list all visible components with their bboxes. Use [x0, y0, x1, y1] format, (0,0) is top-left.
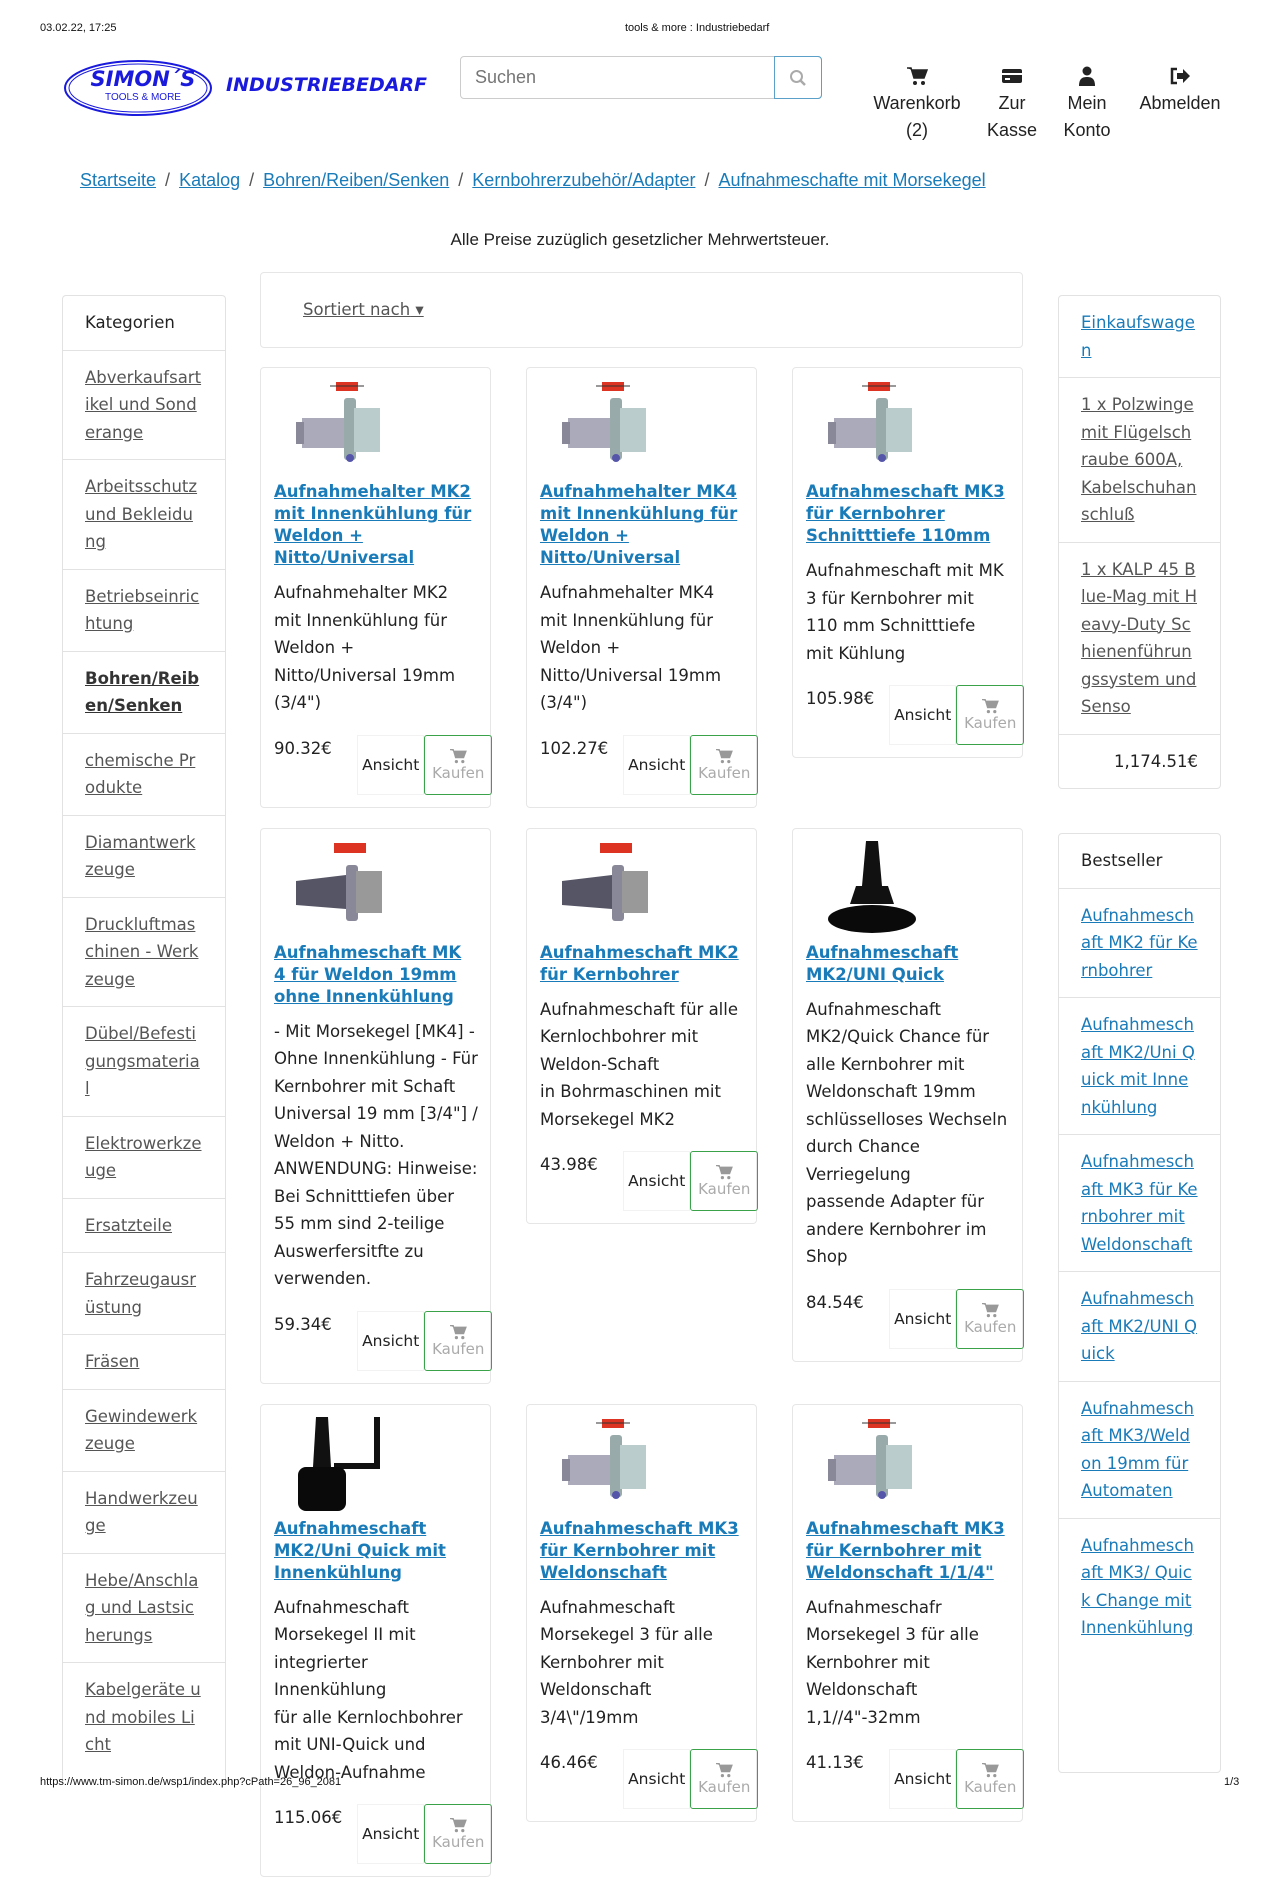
- category-item: [63, 1390, 225, 1472]
- print-url: https://www.tm-simon.de/wsp1/index.php?cPath=26_96_2081: [40, 1776, 341, 1788]
- product-description: Aufnahmeschaft Morsekegel 3 für alle Kernbohrer mit Weldonschaft 3/4\"/19mm: [540, 1594, 744, 1732]
- nav-cart[interactable]: Warenkorb (2): [870, 66, 964, 144]
- category-item: [63, 734, 225, 816]
- category-link[interactable]: Elektrowerkzeuge: [85, 1134, 202, 1181]
- product-price: 102.27€: [540, 735, 623, 758]
- buy-label: Kaufen: [432, 1833, 484, 1851]
- cart-icon: [449, 748, 467, 764]
- sort-bar: [260, 272, 1023, 348]
- product-description: Aufnahmeschaft Morsekegel II mit integrierter Innenkühlung für alle Kernlochbohrer mit UNI-Quick und Weldon-Aufnahme: [274, 1594, 478, 1787]
- vat-notice: Alle Preise zuzüglich gesetzlicher Mehrwertsteuer.: [0, 230, 1280, 250]
- cart-icon: [715, 1762, 733, 1778]
- bestseller-link[interactable]: Aufnahmeschaft MK3 für Kernbohrer mit Weldonschaft: [1081, 1152, 1198, 1254]
- product-actions: [274, 1311, 492, 1371]
- product-actions: [540, 1151, 758, 1211]
- view-button[interactable]: Ansicht: [357, 1804, 425, 1864]
- view-button[interactable]: Ansicht: [623, 735, 691, 795]
- buy-button[interactable]: [690, 735, 758, 795]
- category-item: [63, 816, 225, 898]
- product-price: 90.32€: [274, 735, 357, 758]
- product-image[interactable]: [826, 380, 1010, 475]
- cart-item: [1059, 543, 1220, 735]
- nav-account[interactable]: Mein Konto: [1060, 66, 1114, 144]
- bestseller-item: [1059, 998, 1220, 1135]
- category-link[interactable]: Arbeitsschutz und Bekleidung: [85, 477, 197, 551]
- product-description: Aufnahmeschaft MK2/Quick Chance für alle Kernbohrer mit Weldonschaft 19mm schlüsselloses Wechseln durch Chance Verriegelung passende Adapter für andere Kernbohrer im Shop: [806, 996, 1010, 1271]
- category-item: [63, 652, 225, 734]
- product-price: 43.98€: [540, 1151, 623, 1174]
- bestseller-link[interactable]: Aufnahmeschaft MK2 für Kernbohrer: [1081, 906, 1198, 980]
- product-image[interactable]: [294, 1417, 478, 1512]
- buy-button[interactable]: [424, 1311, 492, 1371]
- category-item: [63, 460, 225, 570]
- product-card: [526, 828, 757, 1225]
- print-title: tools & more : Industriebedarf: [625, 22, 769, 34]
- product-actions: [540, 735, 758, 795]
- category-link[interactable]: Hebe/Anschlag und Lastsicherungs: [85, 1571, 198, 1645]
- cart-icon: [981, 698, 999, 714]
- product-title-link[interactable]: Aufnahmeschaft MK3 für Kernbohrer mit Weldonschaft: [540, 1518, 744, 1584]
- product-image[interactable]: [826, 1417, 1010, 1512]
- cart-icon: [715, 1164, 733, 1180]
- categories-title: Kategorien: [63, 296, 225, 351]
- cart-icon: [981, 1302, 999, 1318]
- category-link[interactable]: Druckluftmaschinen - Werkzeuge: [85, 915, 198, 989]
- category-item: [63, 1117, 225, 1199]
- breadcrumb-link[interactable]: Katalog: [179, 170, 240, 190]
- category-item: [63, 1472, 225, 1554]
- category-link[interactable]: Abverkaufsartikel und Sonderange: [85, 368, 201, 442]
- product-image[interactable]: [560, 1417, 744, 1512]
- buy-button[interactable]: [690, 1151, 758, 1211]
- breadcrumb-link[interactable]: Bohren/Reiben/Senken: [263, 170, 449, 190]
- product-card: [260, 367, 491, 808]
- product-card: [526, 367, 757, 808]
- product-title-link[interactable]: Aufnahmeschaft MK 4 für Weldon 19mm ohne Innenkühlung: [274, 942, 478, 1008]
- search-icon: [789, 69, 807, 87]
- category-item: [63, 1335, 225, 1390]
- product-card: [526, 1404, 757, 1823]
- product-actions: [806, 1749, 1024, 1809]
- view-button[interactable]: Ansicht: [889, 1749, 957, 1809]
- buy-button[interactable]: [424, 735, 492, 795]
- category-link[interactable]: Diamantwerkzeuge: [85, 833, 196, 880]
- product-grid: [260, 367, 1024, 1770]
- buy-label: Kaufen: [698, 1180, 750, 1198]
- product-description: - Mit Morsekegel [MK4] - Ohne Innenkühlung - Für Kernbohrer mit Schaft Universal 19 mm [3/4"] / Weldon + Nitto. ANWENDUNG: Hinweise: Bei Schnitttiefen über 55 mm sind 2-teilige Auswerfersitfte zu verwenden.: [274, 1018, 478, 1293]
- product-price: 46.46€: [540, 1749, 623, 1772]
- svg-text:TOOLS & MORE: TOOLS & MORE: [105, 92, 181, 103]
- cart-item: [1059, 378, 1220, 543]
- svg-text:INDUSTRIEBEDARF: INDUSTRIEBEDARF: [226, 74, 427, 96]
- cart-total-value: 1,174.51€: [1114, 752, 1198, 771]
- category-item: [63, 570, 225, 652]
- bestseller-link[interactable]: Aufnahmeschaft MK2/Uni Quick mit Innenkühlung: [1081, 1015, 1195, 1117]
- product-image[interactable]: [826, 841, 1010, 936]
- category-link[interactable]: chemische Produkte: [85, 751, 195, 798]
- credit-card-icon: [1001, 66, 1023, 86]
- buy-label: Kaufen: [964, 1318, 1016, 1336]
- bestseller-item: [1059, 1135, 1220, 1272]
- product-image[interactable]: [560, 841, 744, 936]
- breadcrumb-link[interactable]: Kernbohrerzubehör/Adapter: [472, 170, 695, 190]
- category-item: [63, 351, 225, 461]
- cart-icon: [715, 748, 733, 764]
- product-card: [792, 828, 1023, 1362]
- category-link[interactable]: Ersatzteile: [85, 1216, 172, 1235]
- product-title-link[interactable]: Aufnahmeschaft MK2/UNI Quick: [806, 942, 1010, 986]
- print-datetime: 03.02.22, 17:25: [40, 22, 116, 34]
- buy-button[interactable]: [956, 1749, 1024, 1809]
- bestseller-item: [1059, 1382, 1220, 1519]
- category-item: [63, 1007, 225, 1117]
- product-card: [792, 367, 1023, 758]
- user-icon: [1076, 66, 1098, 86]
- buy-button[interactable]: [956, 685, 1024, 745]
- product-description: Aufnahmeschaft mit MK 3 für Kernbohrer mit 110 mm Schnitttiefe mit Kühlung: [806, 557, 1010, 667]
- cart-icon: [906, 66, 928, 86]
- product-price: 105.98€: [806, 685, 889, 708]
- buy-button[interactable]: [690, 1749, 758, 1809]
- cart-icon: [449, 1324, 467, 1340]
- product-image[interactable]: [294, 841, 478, 936]
- product-title-link[interactable]: Aufnahmeschaft MK3 für Kernbohrer Schnitttiefe 110mm: [806, 481, 1010, 547]
- sort-dropdown[interactable]: Sortiert nach ▾: [303, 300, 424, 319]
- view-button[interactable]: Ansicht: [623, 1151, 691, 1211]
- categories-panel: [62, 295, 226, 1785]
- category-link[interactable]: Fahrzeugausrüstung: [85, 1270, 196, 1317]
- bestseller-link[interactable]: Aufnahmeschaft MK2/UNI Quick: [1081, 1289, 1197, 1363]
- buy-label: Kaufen: [432, 764, 484, 782]
- category-item: [63, 1663, 225, 1772]
- product-actions: [274, 735, 492, 795]
- product-title-link[interactable]: Aufnahmeschaft MK2/Uni Quick mit Innenkühlung: [274, 1518, 478, 1584]
- breadcrumb-link[interactable]: Aufnahmeschafte mit Morsekegel: [718, 170, 985, 190]
- svg-text:SIMON´S: SIMON´S: [91, 67, 196, 91]
- category-link[interactable]: Handwerkzeuge: [85, 1489, 198, 1536]
- product-description: Aufnahmehalter MK4 mit Innenkühlung für Weldon + Nitto/Universal 19mm (3/4"): [540, 579, 744, 717]
- nav-logout[interactable]: Abmelden: [1135, 66, 1225, 117]
- category-link[interactable]: Kabelgeräte und mobiles Licht: [85, 1680, 201, 1754]
- bestseller-link[interactable]: Aufnahmeschaft MK3/Weldon 19mm für Automaten: [1081, 1399, 1194, 1501]
- product-actions: [540, 1749, 758, 1809]
- bestseller-item: [1059, 889, 1220, 999]
- breadcrumb: Startseite / Katalog / Bohren/Reiben/Senken / Kernbohrerzubehör/Adapter / Aufnahmeschafte mit Morsekegel: [80, 170, 986, 191]
- product-actions: [806, 1289, 1024, 1349]
- cart-total: [1059, 735, 1220, 789]
- product-actions: [274, 1804, 492, 1864]
- search-bar: [460, 56, 822, 99]
- category-link[interactable]: Gewindewerkzeuge: [85, 1407, 197, 1454]
- cart-title-link[interactable]: Einkaufswagen: [1081, 313, 1195, 360]
- product-description: Aufnahmeschaft für alle Kernlochbohrer mit Weldon-Schaft in Bohrmaschinen mit Morsekegel MK2: [540, 996, 744, 1134]
- category-item: [63, 1199, 225, 1254]
- category-link[interactable]: Dübel/Befestigungsmaterial: [85, 1024, 200, 1098]
- buy-button[interactable]: [424, 1804, 492, 1864]
- search-button[interactable]: [774, 56, 822, 99]
- product-card: [260, 828, 491, 1384]
- category-link[interactable]: Fräsen: [85, 1352, 139, 1371]
- product-description: Aufnahmeschafr Morsekegel 3 für alle Kernbohrer mit Weldonschaft 1,1//4"-32mm: [806, 1594, 1010, 1732]
- bestseller-link[interactable]: Aufnahmeschaft MK3/ Quick Change mit Innenkühlung: [1081, 1536, 1194, 1638]
- print-page: 1/3: [1224, 1776, 1239, 1788]
- product-actions: [806, 685, 1024, 745]
- search-input[interactable]: [461, 57, 774, 98]
- buy-label: Kaufen: [698, 764, 750, 782]
- product-price: 84.54€: [806, 1289, 889, 1312]
- cart-panel: [1058, 295, 1221, 789]
- category-link[interactable]: Betriebseinrichtung: [85, 587, 199, 634]
- sign-out-icon: [1169, 66, 1191, 86]
- product-title-link[interactable]: Aufnahmehalter MK4 mit Innenkühlung für Weldon + Nitto/Universal: [540, 481, 744, 569]
- category-link[interactable]: Bohren/Reiben/Senken: [85, 669, 199, 716]
- category-item: [63, 1253, 225, 1335]
- buy-label: Kaufen: [698, 1778, 750, 1796]
- category-item: [63, 898, 225, 1008]
- view-button[interactable]: Ansicht: [357, 735, 425, 795]
- product-image[interactable]: [560, 380, 744, 475]
- product-title-link[interactable]: Aufnahmehalter MK2 mit Innenkühlung für Weldon + Nitto/Universal: [274, 481, 478, 569]
- view-button[interactable]: Ansicht: [623, 1749, 691, 1809]
- product-title-link[interactable]: Aufnahmeschaft MK2 für Kernbohrer: [540, 942, 744, 986]
- product-image[interactable]: [294, 380, 478, 475]
- buy-label: Kaufen: [964, 1778, 1016, 1796]
- breadcrumb-link[interactable]: Startseite: [80, 170, 156, 190]
- product-price: 115.06€: [274, 1804, 357, 1827]
- product-price: 59.34€: [274, 1311, 357, 1334]
- nav-checkout[interactable]: Zur Kasse: [985, 66, 1039, 144]
- buy-label: Kaufen: [964, 714, 1016, 732]
- cart-item-link[interactable]: 1 x Polzwinge mit Flügelschraube 600A, Kabelschuhanschluß: [1081, 395, 1196, 524]
- category-item: [63, 1554, 225, 1664]
- view-button[interactable]: Ansicht: [889, 685, 957, 745]
- bestseller-title: Bestseller: [1059, 834, 1220, 889]
- product-description: Aufnahmehalter MK2 mit Innenkühlung für Weldon + Nitto/Universal 19mm (3/4"): [274, 579, 478, 717]
- logo[interactable]: [63, 58, 423, 118]
- cart-icon: [449, 1817, 467, 1833]
- buy-label: Kaufen: [432, 1340, 484, 1358]
- view-button[interactable]: Ansicht: [889, 1289, 957, 1349]
- cart-icon: [981, 1762, 999, 1778]
- product-price: 41.13€: [806, 1749, 889, 1772]
- product-card: [792, 1404, 1023, 1823]
- buy-button[interactable]: [956, 1289, 1024, 1349]
- view-button[interactable]: Ansicht: [357, 1311, 425, 1371]
- product-title-link[interactable]: Aufnahmeschaft MK3 für Kernbohrer mit Weldonschaft 1/1/4": [806, 1518, 1010, 1584]
- bestseller-item: [1059, 1519, 1220, 1655]
- product-card: [260, 1404, 491, 1877]
- cart-item-link[interactable]: 1 x KALP 45 Blue-Mag mit Heavy-Duty Schienenführungssystem und Senso: [1081, 560, 1197, 717]
- bestseller-panel: [1058, 833, 1221, 1773]
- bestseller-item: [1059, 1272, 1220, 1382]
